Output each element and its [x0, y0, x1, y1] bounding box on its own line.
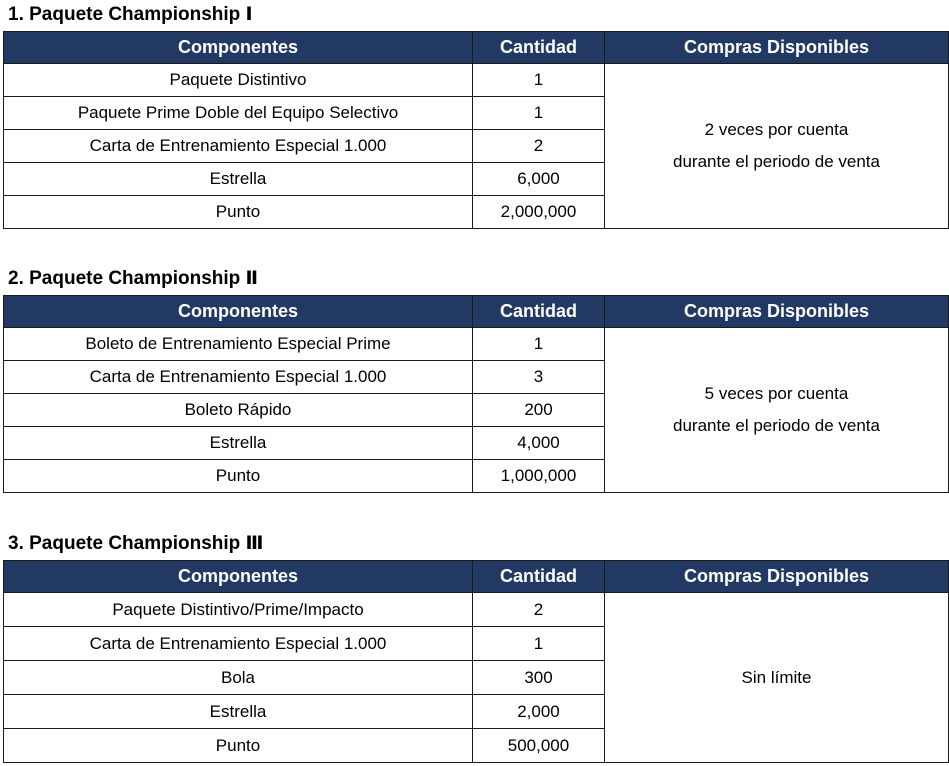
- component-cell: Paquete Distintivo/Prime/Impacto: [4, 593, 473, 627]
- purchase-limit-line-1: 5 veces por cuenta: [704, 384, 849, 403]
- purchase-limit-cell: [605, 328, 949, 493]
- table-header-row: [4, 296, 949, 328]
- component-cell: Punto: [4, 460, 473, 493]
- package-table: [3, 31, 949, 229]
- package-section-2: [0, 264, 949, 485]
- purchase-limit-cell: [605, 64, 949, 229]
- component-cell: Punto: [4, 196, 473, 229]
- section-title: 1. Paquete Championship Ⅰ: [8, 4, 253, 25]
- header-components: Componentes: [4, 561, 473, 593]
- component-cell: Estrella: [4, 163, 473, 196]
- component-cell: Boleto Rápido: [4, 394, 473, 427]
- purchase-limit-line-2: durante el periodo de venta: [673, 416, 880, 435]
- header-purchases: Compras Disponibles: [605, 296, 949, 328]
- header-quantity: Cantidad: [473, 561, 605, 593]
- component-cell: Carta de Entrenamiento Especial 1.000: [4, 130, 473, 163]
- header-purchases: Compras Disponibles: [605, 561, 949, 593]
- table-row: [4, 593, 949, 627]
- quantity-cell: 2: [473, 130, 605, 163]
- quantity-cell: 1: [473, 64, 605, 97]
- component-cell: Estrella: [4, 427, 473, 460]
- header-quantity: Cantidad: [473, 296, 605, 328]
- quantity-cell: 500,000: [473, 729, 605, 763]
- package-section-3: [0, 529, 949, 755]
- quantity-cell: 1: [473, 97, 605, 130]
- table-row: [4, 328, 949, 361]
- quantity-cell: 6,000: [473, 163, 605, 196]
- component-cell: Paquete Prime Doble del Equipo Selectivo: [4, 97, 473, 130]
- component-cell: Estrella: [4, 695, 473, 729]
- purchase-limit-line-1: 2 veces por cuenta: [704, 120, 849, 139]
- quantity-cell: 1: [473, 627, 605, 661]
- purchase-limit-line-1: Sin límite: [741, 667, 812, 687]
- component-cell: Carta de Entrenamiento Especial 1.000: [4, 361, 473, 394]
- component-cell: Paquete Distintivo: [4, 64, 473, 97]
- package-table: [3, 560, 949, 763]
- quantity-cell: 2,000,000: [473, 196, 605, 229]
- quantity-cell: 4,000: [473, 427, 605, 460]
- package-section-1: [0, 0, 949, 221]
- header-components: Componentes: [4, 296, 473, 328]
- table-header-row: [4, 32, 949, 64]
- section-title: 2. Paquete Championship Ⅱ: [8, 268, 259, 289]
- section-title: 3. Paquete Championship Ⅲ: [8, 533, 264, 554]
- component-cell: Punto: [4, 729, 473, 763]
- quantity-cell: 300: [473, 661, 605, 695]
- component-cell: Carta de Entrenamiento Especial 1.000: [4, 627, 473, 661]
- header-components: Componentes: [4, 32, 473, 64]
- purchase-limit-cell: [605, 593, 949, 763]
- quantity-cell: 200: [473, 394, 605, 427]
- purchase-limit-line-2: durante el periodo de venta: [673, 152, 880, 171]
- package-table: [3, 295, 949, 493]
- quantity-cell: 2,000: [473, 695, 605, 729]
- component-cell: Boleto de Entrenamiento Especial Prime: [4, 328, 473, 361]
- header-purchases: Compras Disponibles: [605, 32, 949, 64]
- header-quantity: Cantidad: [473, 32, 605, 64]
- table-header-row: [4, 561, 949, 593]
- quantity-cell: 3: [473, 361, 605, 394]
- quantity-cell: 1,000,000: [473, 460, 605, 493]
- component-cell: Bola: [4, 661, 473, 695]
- table-row: [4, 64, 949, 97]
- quantity-cell: 1: [473, 328, 605, 361]
- quantity-cell: 2: [473, 593, 605, 627]
